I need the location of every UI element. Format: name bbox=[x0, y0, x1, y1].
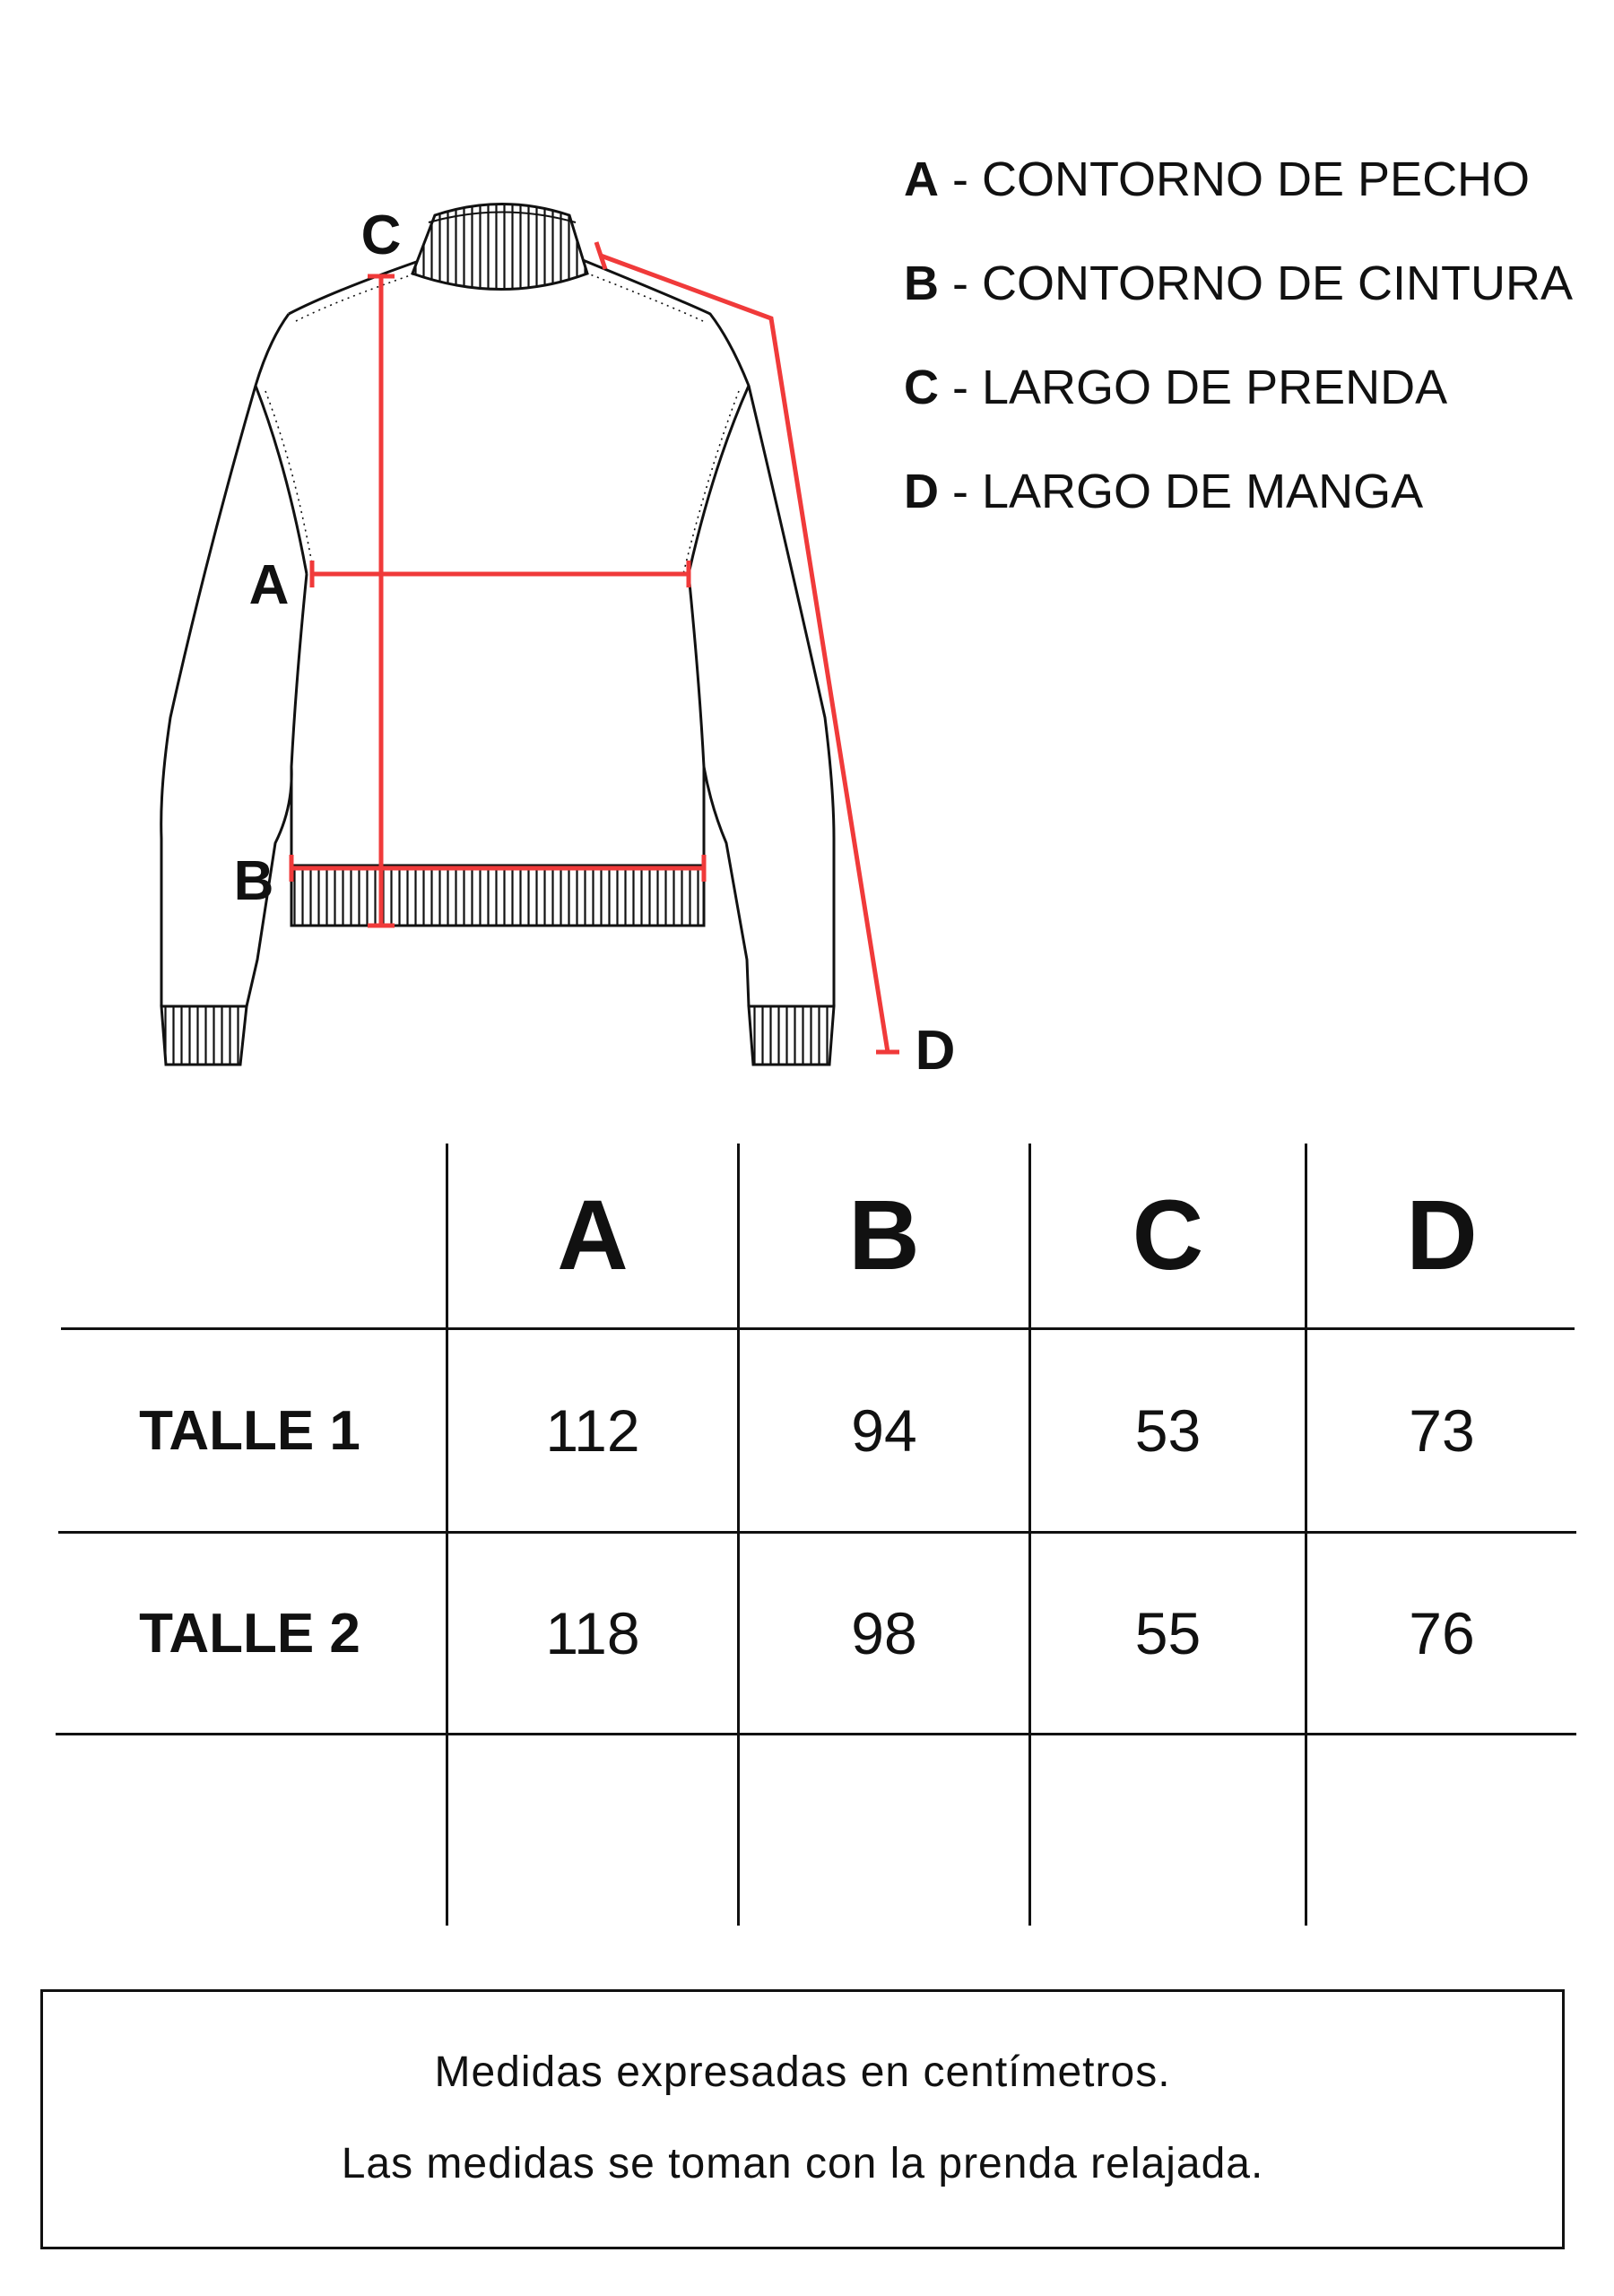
table-cell: 98 bbox=[851, 1600, 917, 1666]
note-box bbox=[40, 1989, 1565, 2249]
diagram-label-a: A bbox=[248, 554, 290, 616]
table-cell: 53 bbox=[1134, 1397, 1202, 1464]
note-line-2: Las medidas se toman con la prenda relajada. bbox=[341, 2140, 1264, 2187]
cuff-left bbox=[161, 1006, 247, 1065]
column-header-b: B bbox=[848, 1180, 920, 1291]
cuff-right bbox=[749, 1006, 834, 1065]
table-cell: 55 bbox=[1134, 1600, 1202, 1666]
diagram-label-b: B bbox=[233, 850, 274, 912]
note-line-1: Medidas expresadas en centímetros. bbox=[434, 2048, 1171, 2096]
column-header-c: C bbox=[1132, 1180, 1204, 1291]
diagram-label-c: C bbox=[360, 204, 402, 266]
collar-rib bbox=[412, 204, 587, 290]
table-cell: 76 bbox=[1409, 1600, 1475, 1666]
row-header-talle-1: TALLE 1 bbox=[139, 1399, 360, 1462]
column-header-a: A bbox=[557, 1180, 629, 1291]
table-hline bbox=[56, 1733, 1576, 1735]
table-cell: 94 bbox=[851, 1397, 917, 1464]
column-header-d: D bbox=[1406, 1180, 1478, 1291]
diagram-label-d: D bbox=[915, 1020, 956, 1082]
table-cell: 73 bbox=[1409, 1397, 1475, 1464]
legend-item-d: D - LARGO DE MANGA bbox=[904, 465, 1424, 518]
hem-rib bbox=[291, 865, 704, 926]
table-cell: 118 bbox=[545, 1600, 640, 1666]
table-cell: 112 bbox=[545, 1397, 640, 1464]
legend-item-c: C - LARGO DE PRENDA bbox=[904, 361, 1448, 414]
legend-item-a: A - CONTORNO DE PECHO bbox=[904, 152, 1531, 206]
measurement-legend bbox=[904, 152, 1573, 569]
row-header-talle-2: TALLE 2 bbox=[139, 1602, 360, 1665]
legend-item-b: B - CONTORNO DE CINTURA bbox=[904, 257, 1574, 310]
